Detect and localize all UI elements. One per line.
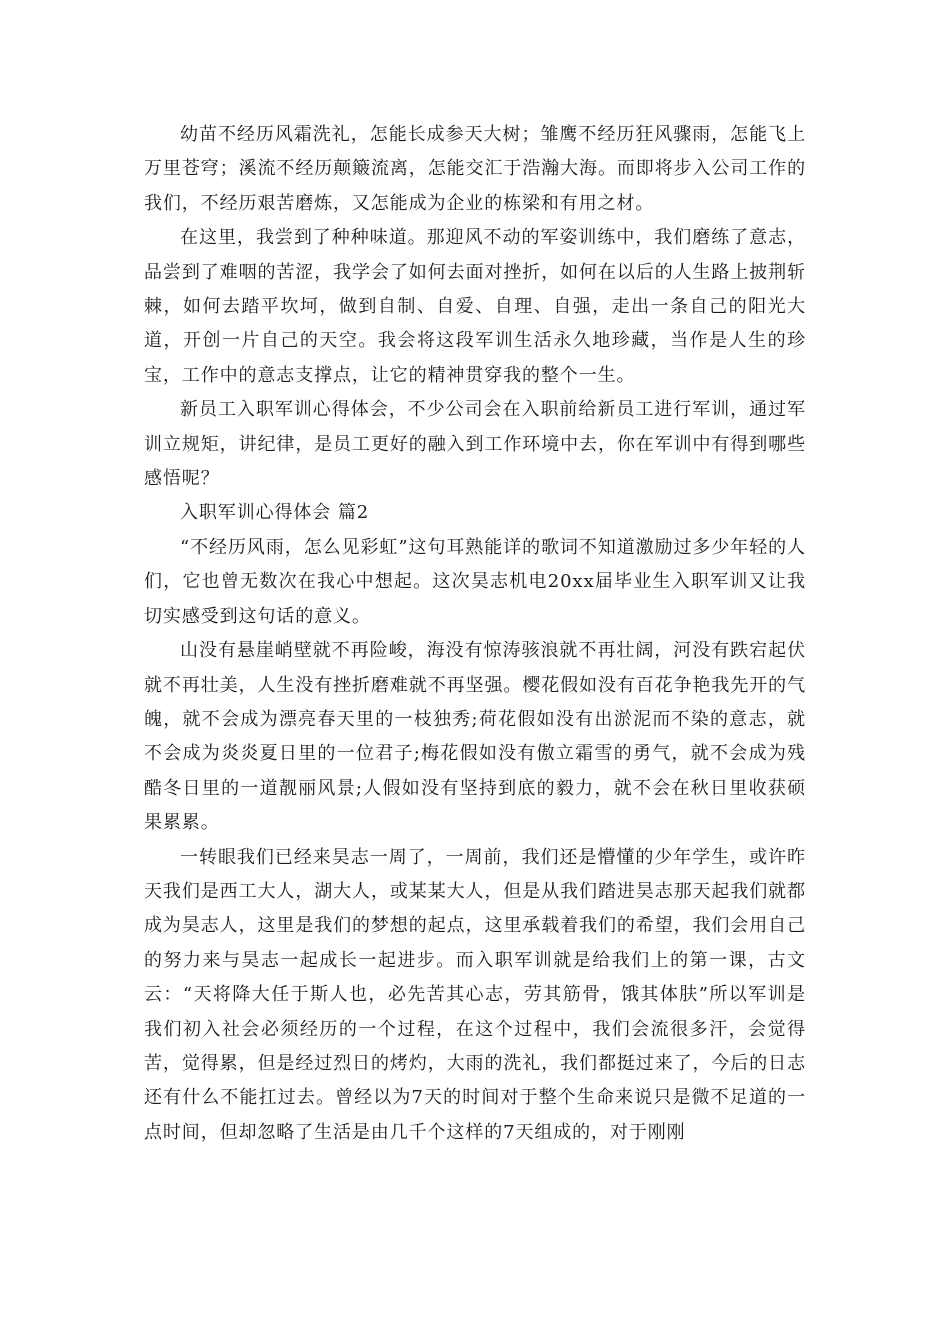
paragraph-2: 在这里，我尝到了种种味道。那迎风不动的军姿训练中，我们磨练了意志，品尝到了难咽的苦涩，我学会了如何去面对挫折，如何在以后的人生路上披荆斩棘，如何去踏平坎坷，做到自制、自爱、自理、自强，走出一条自己的阳光大道，开创一片自己的天空。我会将这段军训生活永久地珍藏，当作是人生的珍宝，工作中的意志支撑点，让它的精神贯穿我的整个一生。 — [144, 227, 806, 386]
paragraph-5: 山没有悬崖峭壁就不再险峻，海没有惊涛骇浪就不再壮阔，河没有跌宕起伏就不再壮美，人生没有挫折磨难就不再坚强。樱花假如没有百花争艳我先开的气魄，就不会成为漂亮春天里的一枝独秀;荷花假如没有出淤泥而不染的意志，就不会成为炎炎夏日里的一位君子;梅花假如没有傲立霜雪的勇气，就不会成为残酷冬日里的一道靓丽风景;人假如没有坚持到底的毅力，就不会在秋日里收获硕果累累。 — [144, 640, 806, 834]
paragraph-1: 幼苗不经历风霜洗礼，怎能长成参天大树；雏鹰不经历狂风骤雨，怎能飞上万里苍穹；溪流不经历颠簸流离，怎能交汇于浩瀚大海。而即将步入公司工作的我们，不经历艰苦磨炼，又怎能成为企业的栋梁和有用之材。 — [144, 124, 806, 214]
paragraph-4: “不经历风雨，怎么见彩虹”这句耳熟能详的歌词不知道激励过多少年轻的人们，它也曾无数次在我心中想起。这次昊志机电20xx届毕业生入职军训又让我切实感受到这句话的意义。 — [144, 536, 806, 627]
paragraph-6: 一转眼我们已经来昊志一周了，一周前，我们还是懵懂的少年学生，或许昨天我们是西工大人，湖大人，或某某大人，但是从我们踏进昊志那天起我们就都成为昊志人，这里是我们的梦想的起点，这里承载着我们的希望，我们会用自己的努力来与昊志一起成长一起进步。而入职军训就是给我们上的第一课，古文云：“天将降大任于斯人也，必先苦其心志，劳其筋骨，饿其体肤”所以军训是我们初入社会必须经历的一个过程，在这个过程中，我们会流很多汗，会觉得苦，觉得累，但是经过烈日的烤灼，大雨的洗礼，我们都挺过来了，今后的日志还有什么不能扛过去。曾经以为7天的时间对于整个生命来说只是微不足道的一点时间，但却忽略了生活是由几千个这样的7天组成的，对于刚刚 — [144, 846, 806, 1143]
paragraph-3: 新员工入职军训心得体会，不少公司会在入职前给新员工进行军训，通过军训立规矩，讲纪律，是员工更好的融入到工作环境中去，你在军训中有得到哪些感悟呢？ — [144, 399, 806, 490]
document-page — [144, 118, 806, 1150]
section-heading: 入职军训心得体会 篇2 — [180, 502, 370, 524]
